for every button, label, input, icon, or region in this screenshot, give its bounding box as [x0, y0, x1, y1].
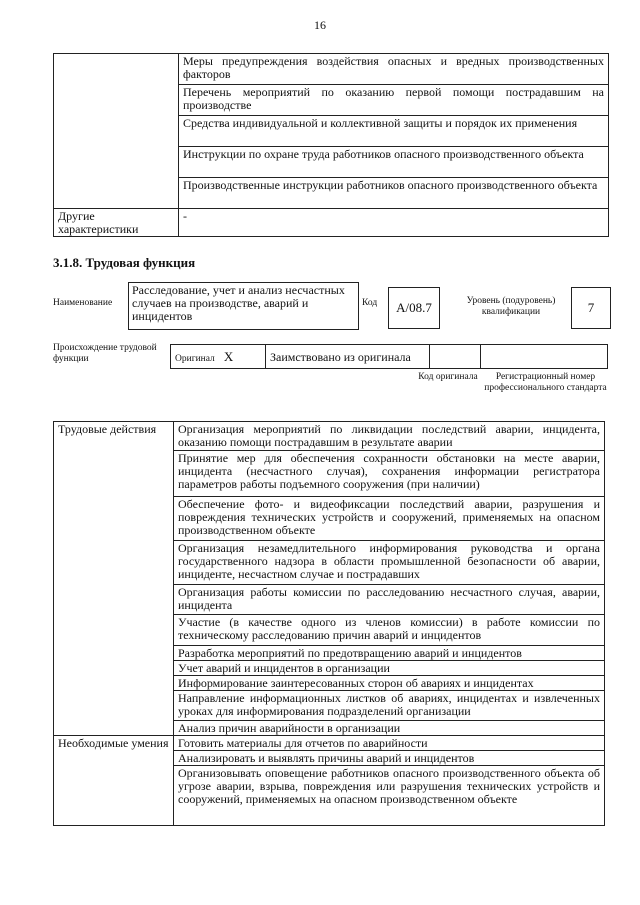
level-box: 7: [571, 287, 611, 329]
other-characteristics-label: Другие характеристики: [54, 209, 179, 237]
original-cell: [171, 345, 266, 369]
origin-table: [170, 344, 608, 369]
actions-label: Трудовые действия: [54, 422, 174, 736]
skills-label: Необходимые умения: [54, 736, 174, 826]
table-row: Направление информационных листков об авариях, инцидентах и извлеченных уроках для информирования подразделений организации: [174, 691, 605, 721]
other-characteristics-value: -: [179, 209, 609, 237]
table-row: Организация работы комиссии по расследованию несчастного случая, аварии, инцидента: [174, 585, 605, 615]
original-label: Оригинал: [175, 353, 215, 364]
table-row: Производственные инструкции работников опасного производственного объекта: [179, 178, 609, 209]
original-mark: X: [223, 348, 234, 364]
code-box: А/08.7: [388, 287, 440, 329]
table-row: Организация незамедлительного информирования руководства и органа государственного надзора в области промышленной безопасности об аварии, инциденте, несчастном случае и пострадавших: [174, 541, 605, 585]
code-label: Код: [362, 298, 378, 308]
empty-label-cell: [54, 54, 179, 209]
table-row: Меры предупреждения воздействия опасных и вредных производственных факторов: [179, 54, 609, 85]
table-row: Анализ причин аварийности в организации: [174, 721, 605, 736]
regnum-cell: [481, 345, 608, 369]
table-row: Организовывать оповещение работников опасного производственного объекта об угрозе аварии, взрыва, повреждения или разрушения технических устройств и сооружений, применяемых на опасном производственном объекте: [174, 766, 605, 826]
function-name-box: Расследование, учет и анализ несчастных случаев на производстве, аварий и инцидентов: [128, 282, 359, 330]
page-number: 16: [314, 18, 326, 32]
section-title: 3.1.8. Трудовая функция: [53, 255, 196, 270]
table-row: Участие (в качестве одного из членов комиссии) в работе комиссии по техническому расследованию причин аварий и инцидентов: [174, 615, 605, 646]
table-row: Принятие мер для обеспечения сохранности обстановки на месте аварии, инцидента (несчастного случая), сохранения информации регистратора параметров работы подъемного сооружения (при наличии): [174, 451, 605, 497]
table-row: Информирование заинтересованных сторон об авариях и инцидентах: [174, 676, 605, 691]
table-row: Анализировать и выявлять причины аварий и инцидентов: [174, 751, 605, 766]
code-original-cell: [430, 345, 481, 369]
table-row: Средства индивидуальной и коллективной защиты и порядок их применения: [179, 116, 609, 147]
table-row: Организация мероприятий по ликвидации последствий аварии, инцидента, оказанию помощи пострадавшим в результате аварии: [174, 422, 605, 451]
table-row: Инструкции по охране труда работников опасного производственного объекта: [179, 147, 609, 178]
borrowed-label: Заимствовано из оригинала: [266, 345, 430, 369]
table-row: Перечень мероприятий по оказанию первой помощи пострадавшим на производстве: [179, 85, 609, 116]
name-label: Наименование: [53, 298, 113, 308]
table-row: Обеспечение фото- и видеофиксации последствий аварии, разрушения и повреждения технических устройств и сооружений, применяемых на опасном производственном объекте: [174, 497, 605, 541]
table-row: Готовить материалы для отчетов по аварийности: [174, 736, 605, 751]
table-row: Учет аварий и инцидентов в организации: [174, 661, 605, 676]
origin-label: Происхождение трудовой функции: [53, 343, 157, 364]
labor-actions-table: [53, 421, 605, 826]
regnum-caption: Регистрационный номер профессионального стандарта: [484, 372, 607, 393]
characteristics-table: [53, 53, 609, 237]
code-original-caption: Код оригинала: [418, 372, 478, 382]
table-row: Разработка мероприятий по предотвращению аварий и инцидентов: [174, 646, 605, 661]
level-label: Уровень (подуровень) квалификации: [466, 296, 556, 317]
